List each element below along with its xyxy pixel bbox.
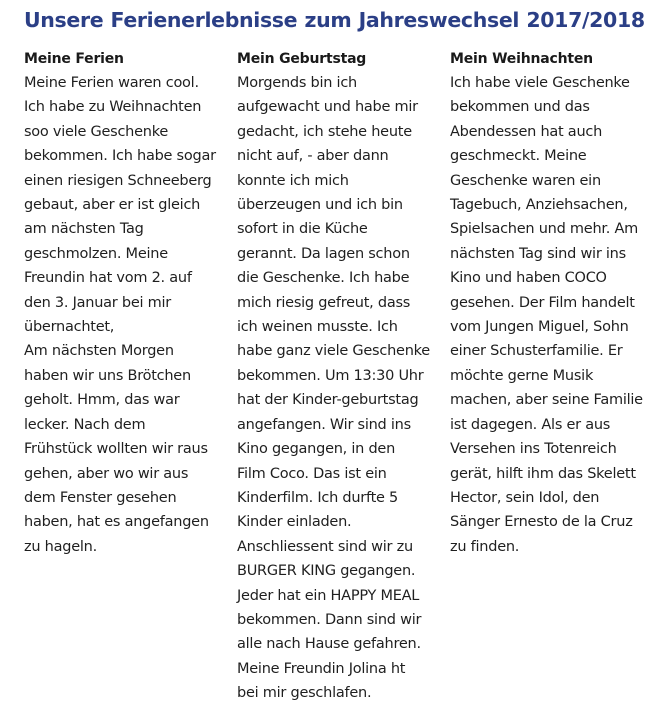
- text-line: geschmolzen. Meine: [24, 245, 168, 262]
- text-line: BURGER KING gegangen.: [237, 563, 416, 580]
- text-line: Kinderfilm. Ich durfte 5: [237, 489, 399, 506]
- text-line: bekommen. Um 13:30 Uhr: [237, 367, 424, 384]
- column-heading: Meine Ferien: [24, 51, 124, 67]
- text-line: gebaut, aber er ist gleich: [24, 197, 201, 214]
- text-line: machen, aber seine Familie: [450, 392, 643, 409]
- text-line: konnte ich mich: [237, 172, 349, 189]
- text-line: geholt. Hmm, das war: [24, 392, 180, 409]
- text-line: soo viele Geschenke: [24, 123, 169, 140]
- text-line: Ich habe zu Weihnachten: [24, 99, 202, 116]
- text-line: lecker. Nach dem: [24, 416, 146, 433]
- columns-container: [24, 47, 666, 706]
- text-line: Hector, sein Idol, den: [450, 489, 600, 506]
- text-line: Tagebuch, Anziehsachen,: [450, 197, 628, 214]
- text-line: haben, hat es angefangen: [24, 514, 209, 531]
- column-mein-geburtstag: [237, 47, 450, 706]
- text-line: Kino gegangen, in den: [237, 441, 396, 458]
- text-line: sofort in die Küche: [237, 221, 368, 238]
- text-line: möchte gerne Musik: [450, 367, 594, 384]
- text-line: ich weinen musste. Ich: [237, 319, 398, 336]
- column-text: [237, 71, 450, 706]
- text-line: bekommen und das: [450, 99, 590, 116]
- text-line: Versehen ins Totenreich: [450, 441, 617, 458]
- text-line: Anschliessent sind wir zu: [237, 538, 413, 555]
- text-line: die Geschenke. Ich habe: [237, 270, 410, 287]
- column-heading: Mein Weihnachten: [450, 51, 593, 67]
- column-text: [24, 71, 237, 559]
- text-line: alle nach Hause gefahren.: [237, 636, 421, 653]
- page-title: Unsere Ferienerlebnisse zum Jahreswechsel 2017/2018: [24, 8, 645, 32]
- text-line: Film Coco. Das ist ein: [237, 465, 387, 482]
- text-line: gesehen. Der Film handelt: [450, 294, 635, 311]
- text-line: zu hageln.: [24, 538, 97, 555]
- text-line: hat der Kinder-geburtstag: [237, 392, 419, 409]
- text-line: Jeder hat ein HAPPY MEAL: [237, 587, 420, 604]
- text-line: bei mir geschlafen.: [237, 685, 372, 702]
- text-line: dem Fenster gesehen: [24, 489, 177, 506]
- text-line: gehen, aber wo wir aus: [24, 465, 189, 482]
- text-line: Am nächsten Morgen: [24, 343, 174, 360]
- text-line: übernachtet,: [24, 319, 115, 336]
- text-line: nächsten Tag sind wir ins: [450, 245, 626, 262]
- text-line: Meine Ferien waren cool.: [24, 75, 199, 91]
- text-line: Abendessen hat auch: [450, 123, 603, 140]
- text-line: Meine Freundin Jolina ht: [237, 660, 406, 677]
- text-line: einer Schusterfamilie. Er: [450, 343, 623, 360]
- column-mein-weihnachten: [450, 47, 663, 706]
- text-line: ist dagegen. Als er aus: [450, 416, 611, 433]
- text-line: Morgends bin ich: [237, 75, 357, 91]
- text-line: gerät, hilft ihm das Skelett: [450, 465, 636, 482]
- text-line: Freundin hat vom 2. auf: [24, 270, 192, 287]
- column-text: [450, 71, 663, 559]
- text-line: bekommen. Dann sind wir: [237, 611, 422, 628]
- text-line: Spielsachen und mehr. Am: [450, 221, 639, 238]
- text-line: Geschenke waren ein: [450, 172, 601, 189]
- text-line: angefangen. Wir sind ins: [237, 416, 411, 433]
- text-line: haben wir uns Brötchen: [24, 367, 191, 384]
- text-line: nicht auf, - aber dann: [237, 148, 389, 165]
- column-meine-ferien: [24, 47, 237, 706]
- column-heading: Mein Geburtstag: [237, 51, 367, 67]
- text-line: einen riesigen Schneeberg: [24, 172, 212, 189]
- text-line: Sänger Ernesto de la Cruz: [450, 514, 633, 531]
- text-line: zu finden.: [450, 538, 520, 555]
- text-line: Kino und haben COCO: [450, 270, 607, 287]
- text-line: Frühstück wollten wir raus: [24, 441, 208, 458]
- text-line: gerannt. Da lagen schon: [237, 245, 410, 262]
- text-line: geschmeckt. Meine: [450, 148, 587, 165]
- text-line: am nächsten Tag: [24, 221, 144, 238]
- text-line: den 3. Januar bei mir: [24, 294, 171, 311]
- text-line: habe ganz viele Geschenke: [237, 343, 430, 360]
- text-line: überzeugen und ich bin: [237, 197, 403, 214]
- text-line: gedacht, ich stehe heute: [237, 123, 412, 140]
- text-line: aufgewacht und habe mir: [237, 99, 418, 116]
- text-line: bekommen. Ich habe sogar: [24, 148, 216, 165]
- text-line: Kinder einladen.: [237, 514, 352, 531]
- text-line: mich riesig gefreut, dass: [237, 294, 411, 311]
- text-line: Ich habe viele Geschenke: [450, 75, 630, 91]
- text-line: vom Jungen Miguel, Sohn: [450, 319, 629, 336]
